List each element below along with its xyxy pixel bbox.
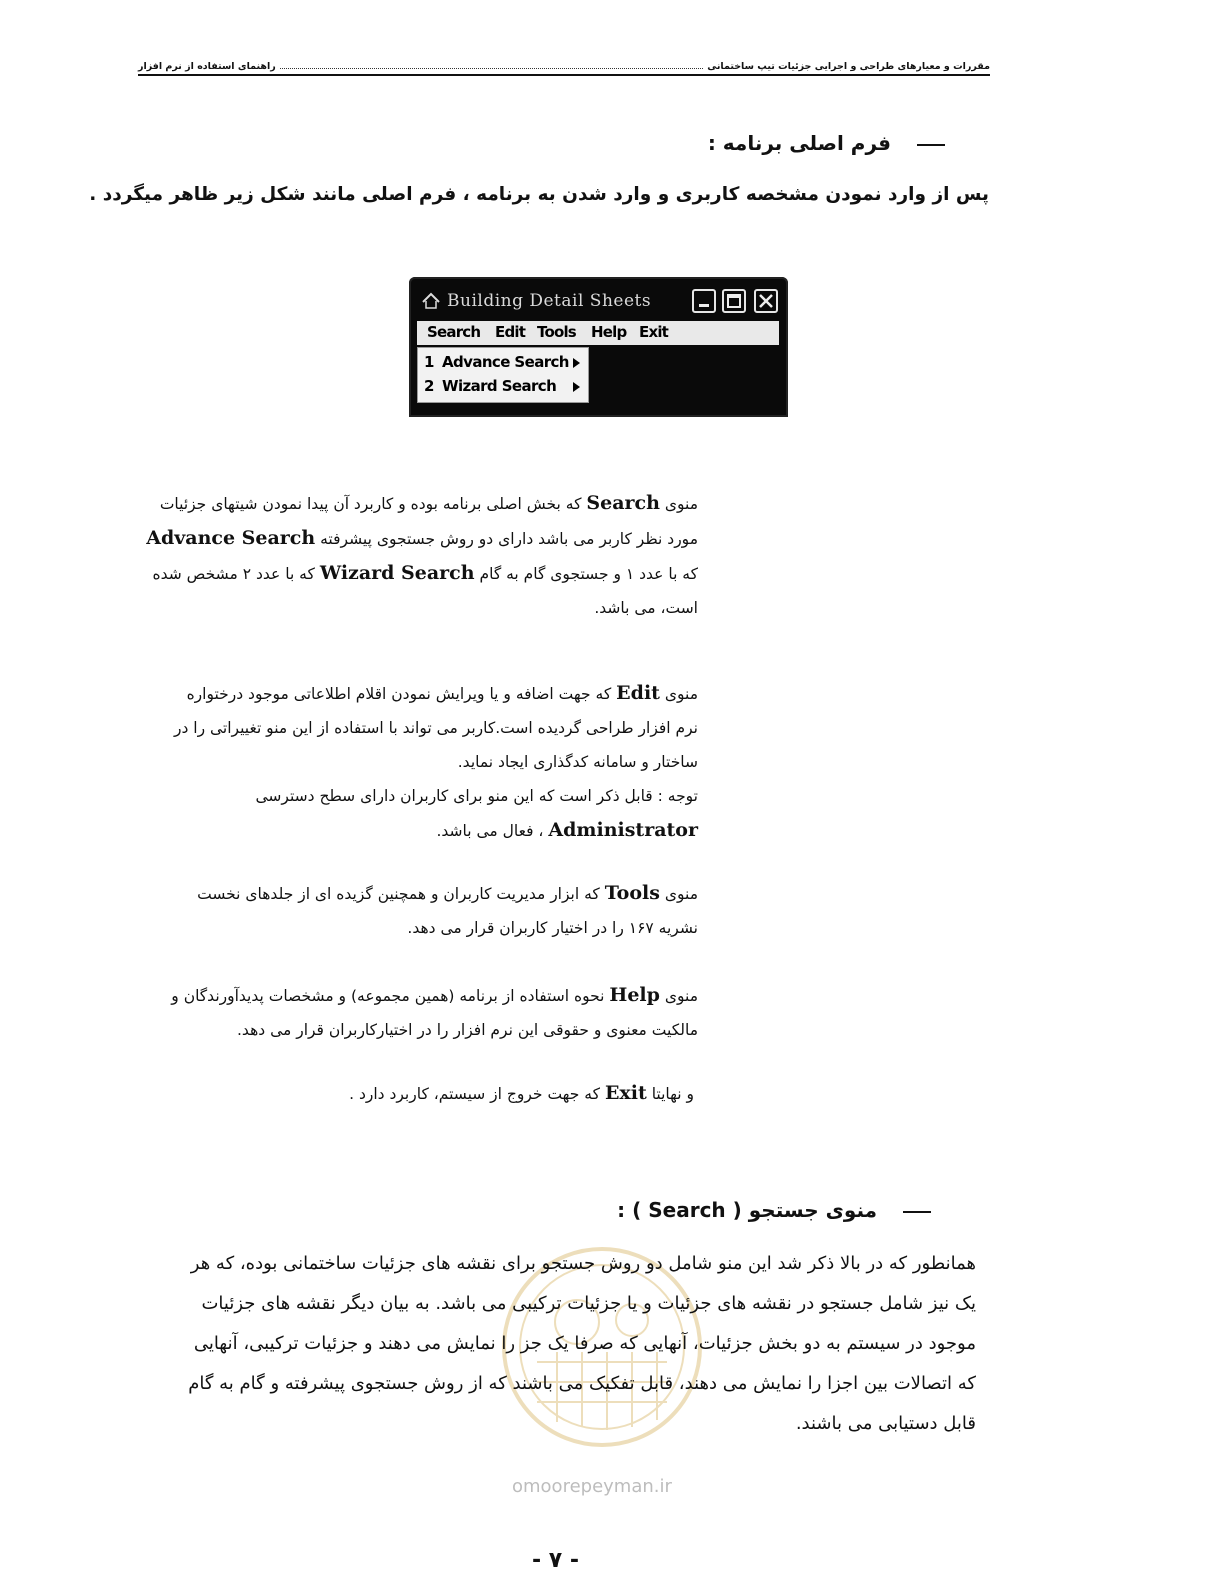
- maximize-icon: [724, 291, 744, 311]
- page-number: - ۷ -: [532, 1548, 580, 1573]
- text: نحوه استفاده از برنامه (همین مجموعه) و مشخصات پدیدآورندگان و: [171, 987, 605, 1005]
- text: یک نیز شامل جستجو در نقشه های جزئیات و یا جزئیات ترکیبی می باشد. به بیان دیگر نقشه های جزئیات: [201, 1293, 976, 1314]
- menu-item-advance-search[interactable]: [422, 350, 586, 374]
- text: منوی: [664, 987, 698, 1005]
- paragraph-search-menu: [136, 486, 698, 625]
- menu-item-label: Wizard Search: [442, 377, 557, 395]
- running-header: [138, 54, 990, 76]
- text: ، فعال می باشد.: [436, 822, 544, 840]
- window-title: Building Detail Sheets: [447, 291, 652, 311]
- menu-item-wizard-search[interactable]: [422, 374, 586, 398]
- window-menubar: [417, 321, 779, 345]
- keyword: Wizard Search: [319, 562, 475, 584]
- menu-edit[interactable]: Edit: [495, 323, 526, 341]
- section-intro: پس از وارد نمودن مشخصه کاربری و وارد شدن به برنامه ، فرم اصلی مانند شکل زیر ظاهر میگردد .: [89, 184, 989, 205]
- text: و نهایتا: [651, 1085, 694, 1103]
- text: که جهت اضافه و یا ویرایش نمودن اقلام اطلاعاتی موجود درختواره: [186, 685, 612, 703]
- close-button[interactable]: [754, 289, 778, 313]
- section-title: فرم اصلی برنامه :: [707, 131, 891, 155]
- maximize-button[interactable]: [722, 289, 746, 313]
- menu-tools[interactable]: Tools: [537, 323, 576, 341]
- paragraph-help-menu: [136, 978, 698, 1047]
- text: است، می باشد.: [594, 599, 698, 617]
- header-left-text: راهنمای استفاده از نرم افزار: [138, 61, 276, 72]
- minimize-icon: [694, 291, 714, 311]
- text: که اتصالات بین اجزا را نمایش می دهند، قابل تفکیک می باشند که از روش جستجوی پیشرفته و گام به گام: [188, 1373, 976, 1394]
- keyword: Administrator: [548, 819, 698, 841]
- text: مالکیت معنوی و حقوقی این نرم افزار را در اختیارکاربران قرار می دهد.: [237, 1021, 698, 1039]
- menu-item-label: Advance Search: [442, 353, 569, 371]
- text: موجود در سیستم به دو بخش جزئیات، آنهایی که صرفا یک جز را نمایش می دهند و جزئیات ترکیبی، آنهایی: [193, 1333, 976, 1354]
- window-titlebar: [417, 287, 780, 317]
- text: منوی: [664, 885, 698, 903]
- menu-help[interactable]: Help: [591, 323, 627, 341]
- heading-dash: [917, 144, 945, 146]
- menu-search[interactable]: Search: [427, 323, 481, 341]
- minimize-button[interactable]: [692, 289, 716, 313]
- header-dotted-leader: [280, 68, 704, 69]
- text: منوی: [664, 495, 698, 513]
- heading-dash: [903, 1211, 931, 1213]
- text: که ابزار مدیریت کاربران و همچنین گزیده ای از جلدهای نخست: [197, 885, 600, 903]
- keyword: Advance Search: [146, 527, 316, 549]
- keyword: Tools: [604, 882, 660, 904]
- text: که با عدد ۲ مشخص شده: [152, 565, 315, 583]
- app-house-icon: [421, 291, 441, 311]
- watermark-text: omoorepeyman.ir: [512, 1476, 672, 1497]
- section-heading-search-menu: [617, 1198, 931, 1222]
- menu-item-number: 1: [424, 353, 434, 371]
- text: نشریه ۱۶۷ را در اختیار کاربران قرار می دهد.: [407, 919, 698, 937]
- submenu-arrow-icon: [573, 358, 580, 368]
- section-title: منوی جستجو ( Search ) :: [617, 1198, 877, 1222]
- keyword: Edit: [616, 682, 660, 704]
- paragraph-tools-menu: [136, 876, 698, 945]
- text: قابل دستیابی می باشند.: [795, 1413, 976, 1434]
- close-icon: [756, 291, 776, 311]
- text: منوی: [664, 685, 698, 703]
- text: توجه : قابل ذکر است که این منو برای کاربران دارای سطح دسترسی: [255, 787, 698, 805]
- paragraph-edit-menu: [136, 676, 698, 848]
- text: نرم افزار طراحی گردیده است.کاربر می تواند با استفاده از این منو تغییراتی را در: [173, 719, 698, 737]
- text: ساختار و سامانه کدگذاری ایجاد نماید.: [457, 753, 698, 771]
- text: که جهت خروج از سیستم، کاربرد دارد .: [349, 1085, 600, 1103]
- text: مورد نظر کاربر می باشد دارای دو روش جستجوی پیشرفته: [320, 530, 698, 548]
- keyword: Exit: [604, 1082, 647, 1104]
- keyword: Help: [609, 984, 660, 1006]
- menu-exit[interactable]: Exit: [639, 323, 669, 341]
- text: که با عدد ۱ و جستجوی گام به گام: [479, 565, 698, 583]
- section-heading-main-form: [708, 131, 945, 155]
- submenu-arrow-icon: [573, 382, 580, 392]
- header-right-text: مقررات و معیارهای طراحی و اجرایی جزئیات تیپ ساختمانی: [707, 61, 990, 72]
- paragraph-search-section: [130, 1244, 976, 1444]
- app-window-screenshot: [409, 277, 788, 417]
- text: که بخش اصلی برنامه بوده و کاربرد آن پیدا نمودن شیتهای جزئیات: [159, 495, 582, 513]
- paragraph-exit-menu: [349, 1076, 694, 1111]
- text: همانطور که در بالا ذکر شد این منو شامل دو روش جستجو برای نقشه های جزئیات ساختمانی بوده، که هر: [190, 1253, 976, 1274]
- keyword: Search: [586, 492, 660, 514]
- search-dropdown-menu: [417, 347, 589, 403]
- menu-item-number: 2: [424, 377, 434, 395]
